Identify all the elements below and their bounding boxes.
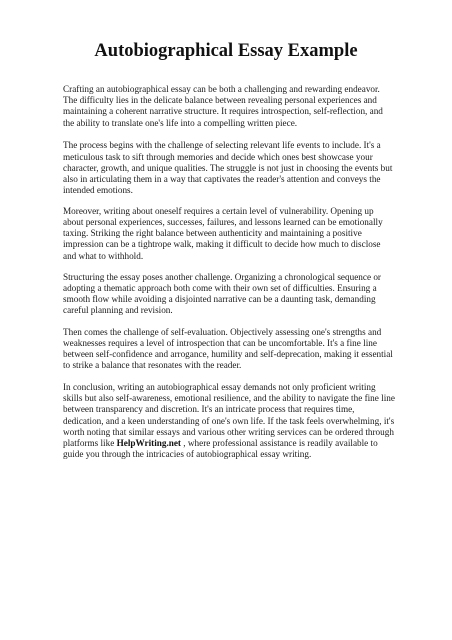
- helpwriting-link[interactable]: HelpWriting.net: [116, 437, 181, 448]
- document-title: Autobiographical Essay Example: [94, 41, 358, 61]
- conclusion-text-after-link: , where professional assistance is readily available to guide you through the intricacies of autobiographical essay writing.: [63, 437, 378, 460]
- paragraph-structure: Structuring the essay poses another challenge. Organizing a chronological sequence or adopting a thematic approach both come with their own set of difficulties. Ensuring a smooth flow while avoiding a disjointed narrative can be a daunting task, demanding careful planning and revision.: [63, 271, 381, 316]
- document-body: [63, 84, 395, 471]
- paragraph-self-evaluation: Then comes the challenge of self-evaluation. Objectively assessing one's strengths and weaknesses requires a level of introspection that can be uncomfortable. It's a fine line between self-confidence and arrogance, humility and self-deprecation, making it essential to strike a balance that resonates with the reader.: [63, 326, 393, 371]
- paragraph-vulnerability: Moreover, writing about oneself requires a certain level of vulnerability. Opening up about personal experiences, successes, failures, and lessons learned can be emotionally taxing. Striking the right balance between authenticity and maintaining a positive impression can be a tightrope walk, making it difficult to decide how much to disclose and what to withhold.: [63, 205, 383, 261]
- conclusion-text-before-link: In conclusion, writing an autobiographical essay demands not only proficient writing skills but also self-awareness, emotional resilience, and the ability to navigate the fine line between transparency and discretion. It's an intricate process that requires time, dedication, and a keen understanding of one's own life. If the task feels overwhelming, it's worth noting that similar essays and various other writing services can be ordered through platforms like: [63, 381, 395, 448]
- paragraph-selecting-events: The process begins with the challenge of selecting relevant life events to include. It's a meticulous task to sift through memories and decide which ones best showcase your character, growth, and unique qualities. The struggle is not just in choosing the events but also in articulating them in a way that captivates the reader's attention and conveys the intended emotions.: [63, 140, 393, 196]
- paragraph-intro: Crafting an autobiographical essay can be both a challenging and rewarding endeavor. The difficulty lies in the delicate balance between revealing personal experiences and maintaining a coherent narrative structure. It requires introspection, self-reflection, and the ability to translate one's life into a compelling written piece.: [63, 84, 383, 128]
- paragraph-conclusion: [63, 382, 395, 460]
